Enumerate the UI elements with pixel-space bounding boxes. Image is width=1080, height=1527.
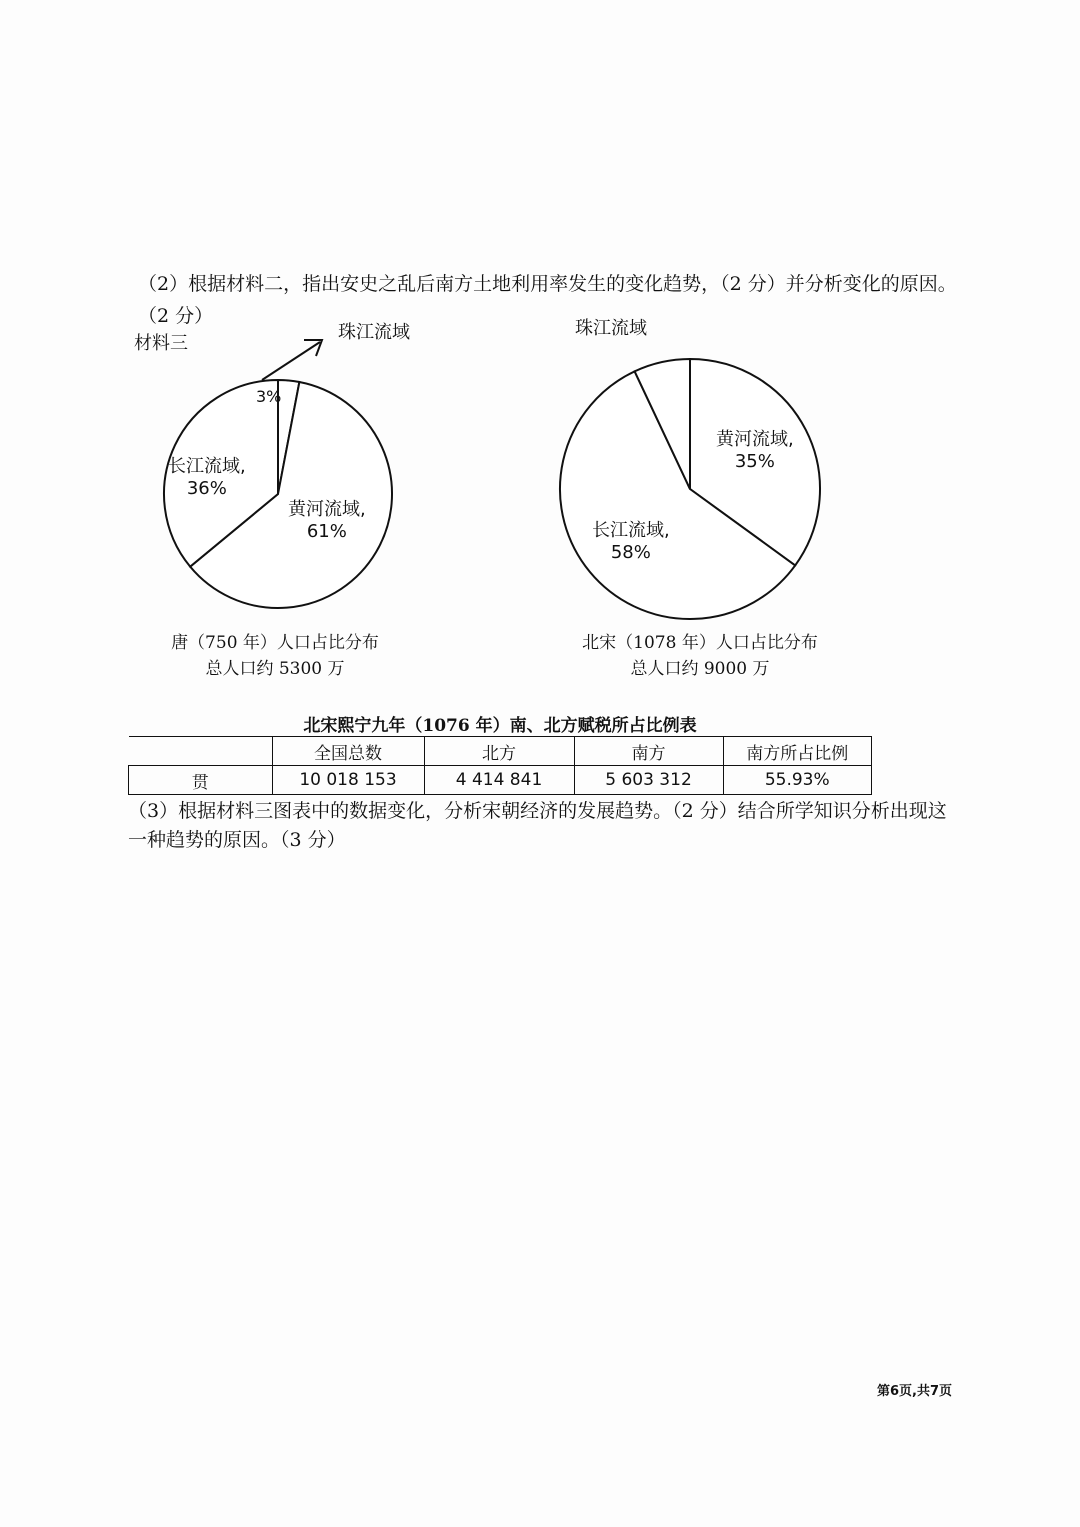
- pie1-label-changjiang: [168, 456, 246, 500]
- pie1-value-huanghe: 61%: [306, 521, 347, 542]
- tax-cell-unit: 贯: [129, 766, 273, 795]
- tax-header-blank: [129, 737, 273, 766]
- pie2-value-huanghe: 35%: [734, 451, 775, 472]
- tax-header-north: 北方: [424, 737, 574, 766]
- pie1-value-zhujiang: 3%: [256, 387, 282, 406]
- pie1-subcaption: 总人口约 5300 万: [205, 659, 345, 679]
- pie2-label-changjiang-name: 长江流域,: [592, 520, 670, 541]
- material-3-label: 材料三: [134, 333, 188, 354]
- tax-table: [128, 736, 872, 795]
- pie1-value-changjiang: 36%: [186, 478, 227, 499]
- page-number: 第6页,共7页: [876, 1384, 952, 1399]
- tax-cell-total: 10 018 153: [272, 766, 424, 795]
- tax-cell-north: 4 414 841: [424, 766, 574, 795]
- tax-header-total: 全国总数: [272, 737, 424, 766]
- question-2-line-2: （2 分）: [138, 305, 214, 327]
- pie2-value-changjiang: 58%: [610, 542, 651, 563]
- pie-song-slices: [560, 359, 820, 619]
- tax-header-south: 南方: [574, 737, 723, 766]
- pie2-caption: 北宋（1078 年）人口占比分布: [582, 633, 818, 653]
- pie2-label-huanghe: [716, 429, 794, 473]
- tax-table-title: 北宋熙宁九年（1076 年）南、北方赋税所占比例表: [303, 716, 697, 736]
- pie1-label-huanghe-name: 黄河流域,: [288, 499, 366, 520]
- pie1-label-huanghe: [288, 499, 366, 543]
- pie2-label-huanghe-name: 黄河流域,: [716, 429, 794, 450]
- table-row: [129, 766, 872, 795]
- pie2-label-zhujiang: 珠江流域: [575, 318, 647, 339]
- pie1-label-changjiang-name: 长江流域,: [168, 456, 246, 477]
- question-2-line-1: （2）根据材料二，指出安史之乱后南方土地利用率发生的变化趋势，（2 分）并分析变化的原因。: [138, 273, 957, 295]
- tax-cell-south: 5 603 312: [574, 766, 723, 795]
- arrow-icon: [262, 340, 322, 380]
- tax-table-header-row: [129, 737, 872, 766]
- question-3-line-1: （3）根据材料三图表中的数据变化，分析宋朝经济的发展趋势。（2 分）结合所学知识分析出现这: [128, 800, 947, 822]
- pie2-subcaption: 总人口约 9000 万: [630, 659, 770, 679]
- pie-chart-tang: [0, 0, 1080, 640]
- pie2-label-changjiang: [592, 520, 670, 564]
- question-3-line-2: 一种趋势的原因。（3 分）: [128, 829, 346, 851]
- tax-header-south-ratio: 南方所占比例: [723, 737, 872, 766]
- tax-cell-ratio: 55.93%: [723, 766, 872, 795]
- pie1-label-zhujiang: 珠江流域: [338, 322, 410, 343]
- pie1-caption: 唐（750 年）人口占比分布: [171, 633, 379, 653]
